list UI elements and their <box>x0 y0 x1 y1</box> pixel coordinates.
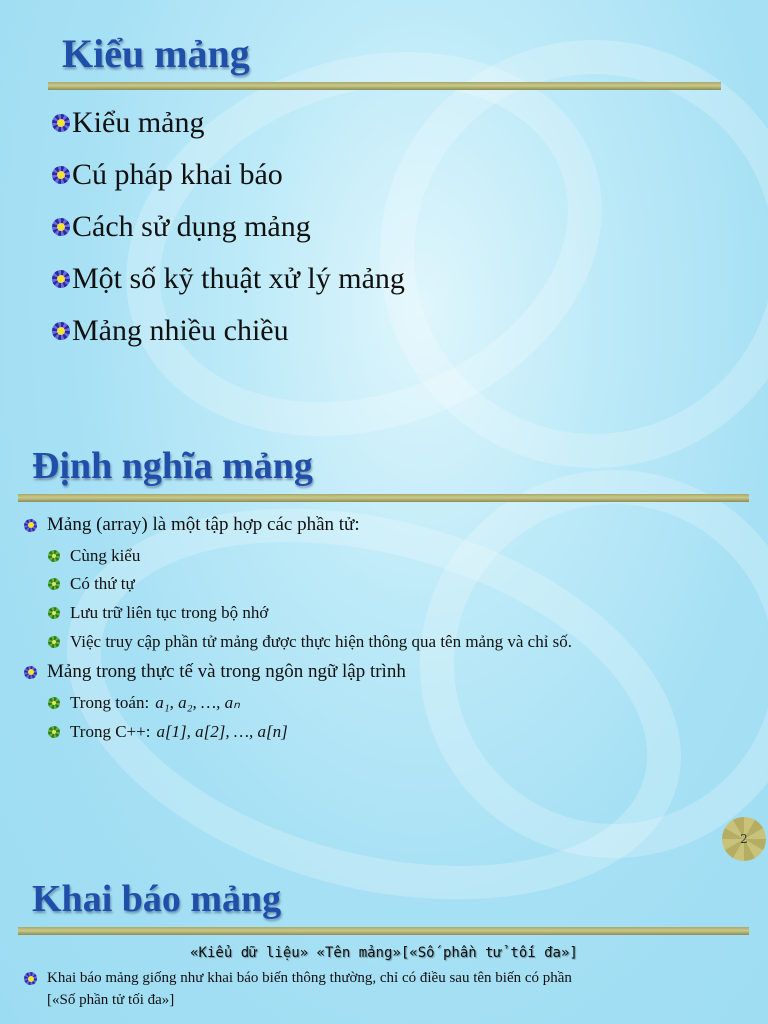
flower-bullet-icon <box>52 218 70 236</box>
background-swirl <box>380 40 768 468</box>
sub-bullet-item <box>48 603 268 623</box>
page-number: 2 <box>740 832 748 846</box>
bullet-text: Mảng nhiều chiều <box>72 314 289 347</box>
bullet-text: Khai báo mảng giống như khai báo biến thông thường, chỉ có điều sau tên biến có phần <box>47 970 572 986</box>
bullet-item <box>52 106 204 140</box>
sub-bullet-text: Cùng kiểu <box>70 546 141 565</box>
bullet-item <box>24 661 406 683</box>
sub-bullet-text: Trong C++: <box>70 722 151 741</box>
bullet-item <box>24 970 572 1009</box>
page-number-badge <box>722 817 766 861</box>
sub-bullet-text: Có thứ tự <box>70 574 135 593</box>
slide-title: Khai báo mảng <box>32 878 282 920</box>
bullet-text: Cách sử dụng mảng <box>72 210 311 243</box>
math-sequence: a₁, a₂, …, aₙ <box>155 693 240 712</box>
flower-bullet-icon <box>24 666 37 679</box>
sub-bullet-text: Việc truy cập phần tử mảng được thực hiện thông qua tên mảng và chỉ số. <box>70 632 573 651</box>
title-rule <box>48 82 721 90</box>
flower-bullet-icon <box>52 114 70 132</box>
flower-bullet-icon <box>52 166 70 184</box>
bullet-text: Mảng (array) là một tập hợp các phần tử: <box>47 514 360 535</box>
green-bullet-icon <box>48 607 60 619</box>
bullet-item <box>52 158 283 192</box>
flower-bullet-icon <box>52 270 70 288</box>
green-bullet-icon <box>48 636 60 648</box>
bullet-item <box>24 514 360 536</box>
slide-title: Định nghĩa mảng <box>32 445 313 487</box>
title-rule <box>18 927 749 935</box>
background-swirl <box>420 470 768 858</box>
green-bullet-icon <box>48 578 60 590</box>
sub-bullet-item <box>48 693 240 713</box>
bullet-text-continuation: [«Số phần tử tối đa»] <box>47 992 175 1008</box>
bullet-item <box>52 262 405 296</box>
title-rule <box>18 494 749 502</box>
sub-bullet-item <box>48 546 140 566</box>
bullet-item <box>52 314 289 348</box>
sub-bullet-item <box>48 722 288 742</box>
slide-title: Kiểu mảng <box>62 31 250 76</box>
sub-bullet-item <box>48 632 572 652</box>
green-bullet-icon <box>48 550 60 562</box>
bullet-text: Mảng trong thực tế và trong ngôn ngữ lập trình <box>47 661 406 682</box>
flower-bullet-icon <box>24 519 37 532</box>
flower-bullet-icon <box>24 972 37 985</box>
flower-bullet-icon <box>52 322 70 340</box>
syntax-line: «Kiểu dữ liệu» «Tên mảng»[«Số phần tử tối đa»] <box>190 945 578 961</box>
sub-bullet-text: Lưu trữ liên tục trong bộ nhớ <box>70 603 269 622</box>
bullet-text: Cú pháp khai báo <box>72 158 283 191</box>
bullet-item <box>52 210 311 244</box>
sub-bullet-text: Trong toán: <box>70 693 150 712</box>
bullet-text: Một số kỹ thuật xử lý mảng <box>72 262 405 295</box>
math-array: a[1], a[2], …, a[n] <box>156 722 288 741</box>
green-bullet-icon <box>48 697 60 709</box>
green-bullet-icon <box>48 726 60 738</box>
sub-bullet-item <box>48 574 135 594</box>
bullet-text: Kiểu mảng <box>72 106 205 139</box>
